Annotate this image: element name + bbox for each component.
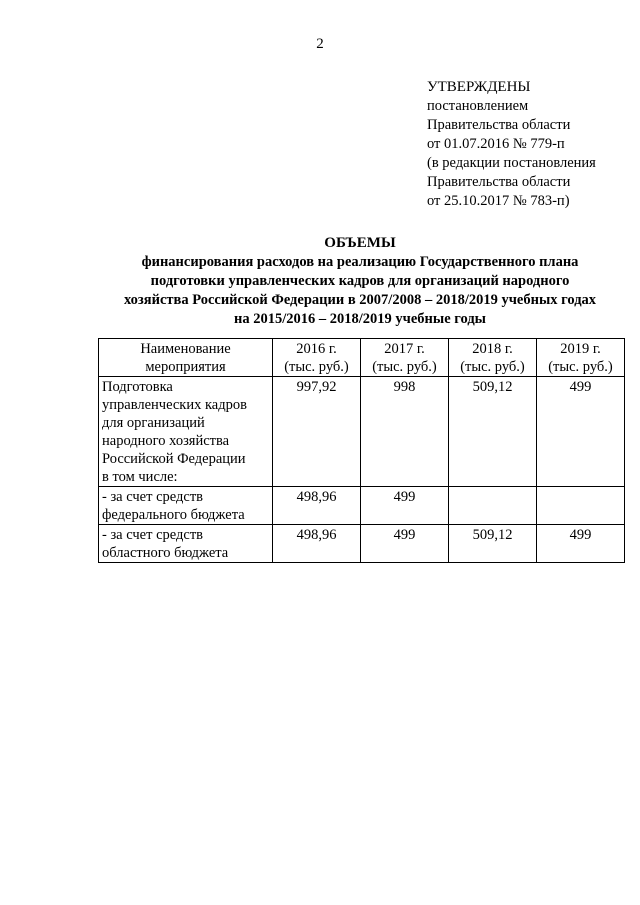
header-text: 2018 г. xyxy=(472,341,513,357)
title-main: ОБЪЕМЫ xyxy=(324,235,396,251)
row-name-text: Подготовка xyxy=(102,379,173,395)
document-title xyxy=(60,234,640,329)
value-cell: 498,96 xyxy=(273,487,361,525)
table-row xyxy=(99,525,625,563)
approval-line: от 25.10.2017 № 783-п) xyxy=(427,193,570,209)
value-cell: 499 xyxy=(537,377,625,487)
value-cell: 498,96 xyxy=(273,525,361,563)
header-cell-2018 xyxy=(449,339,537,377)
row-name-cell xyxy=(99,487,273,525)
table-row xyxy=(99,487,625,525)
header-text: Наименование xyxy=(140,341,231,357)
header-text: мероприятия xyxy=(145,359,226,375)
header-cell-2019 xyxy=(537,339,625,377)
approval-stamp xyxy=(427,78,596,211)
row-name-text: областного бюджета xyxy=(102,545,229,561)
value-cell: 998 xyxy=(361,377,449,487)
value-cell: 509,12 xyxy=(449,525,537,563)
value-cell xyxy=(537,487,625,525)
header-text: (тыс. руб.) xyxy=(284,359,349,375)
header-cell-2017 xyxy=(361,339,449,377)
row-name-cell xyxy=(99,377,273,487)
value-cell: 509,12 xyxy=(449,377,537,487)
row-name-text: федерального бюджета xyxy=(102,507,245,523)
row-name-text: народного хозяйства xyxy=(102,433,230,449)
header-cell-name xyxy=(99,339,273,377)
row-name-text: для организаций xyxy=(102,415,205,431)
title-line: хозяйства Российской Федерации в 2007/2008 – 2018/2019 учебных годах xyxy=(123,292,597,308)
header-text: (тыс. руб.) xyxy=(548,359,613,375)
row-name-text: - за счет средств xyxy=(102,489,204,505)
financing-table xyxy=(98,338,625,563)
value-cell: 499 xyxy=(361,487,449,525)
value-cell: 499 xyxy=(361,525,449,563)
title-line: финансирования расходов на реализацию Государственного плана xyxy=(141,254,579,270)
value-cell: 997,92 xyxy=(273,377,361,487)
row-name-text: управленческих кадров xyxy=(102,397,247,413)
row-name-text: - за счет средств xyxy=(102,527,204,543)
page-number: 2 xyxy=(316,36,324,52)
header-text: 2019 г. xyxy=(560,341,601,357)
approval-line: от 01.07.2016 № 779-п xyxy=(427,136,565,152)
title-line: на 2015/2016 – 2018/2019 учебные годы xyxy=(234,311,486,327)
approval-line: Правительства области xyxy=(427,174,571,190)
header-text: (тыс. руб.) xyxy=(460,359,525,375)
header-text: 2017 г. xyxy=(384,341,425,357)
value-cell: 499 xyxy=(537,525,625,563)
approval-heading: УТВЕРЖДЕНЫ xyxy=(427,79,531,95)
header-cell-2016 xyxy=(273,339,361,377)
approval-line: (в редакции постановления xyxy=(427,155,596,171)
approval-line: постановлением xyxy=(427,98,529,114)
table-row xyxy=(99,377,625,487)
header-text: 2016 г. xyxy=(296,341,337,357)
title-line: подготовки управленческих кадров для организаций народного xyxy=(150,273,570,289)
header-text: (тыс. руб.) xyxy=(372,359,437,375)
row-name-text: Российской Федерации xyxy=(102,451,246,467)
row-name-cell xyxy=(99,525,273,563)
row-name-text: в том числе: xyxy=(102,469,178,485)
approval-line: Правительства области xyxy=(427,117,571,133)
value-cell xyxy=(449,487,537,525)
table-header-row xyxy=(99,339,625,377)
